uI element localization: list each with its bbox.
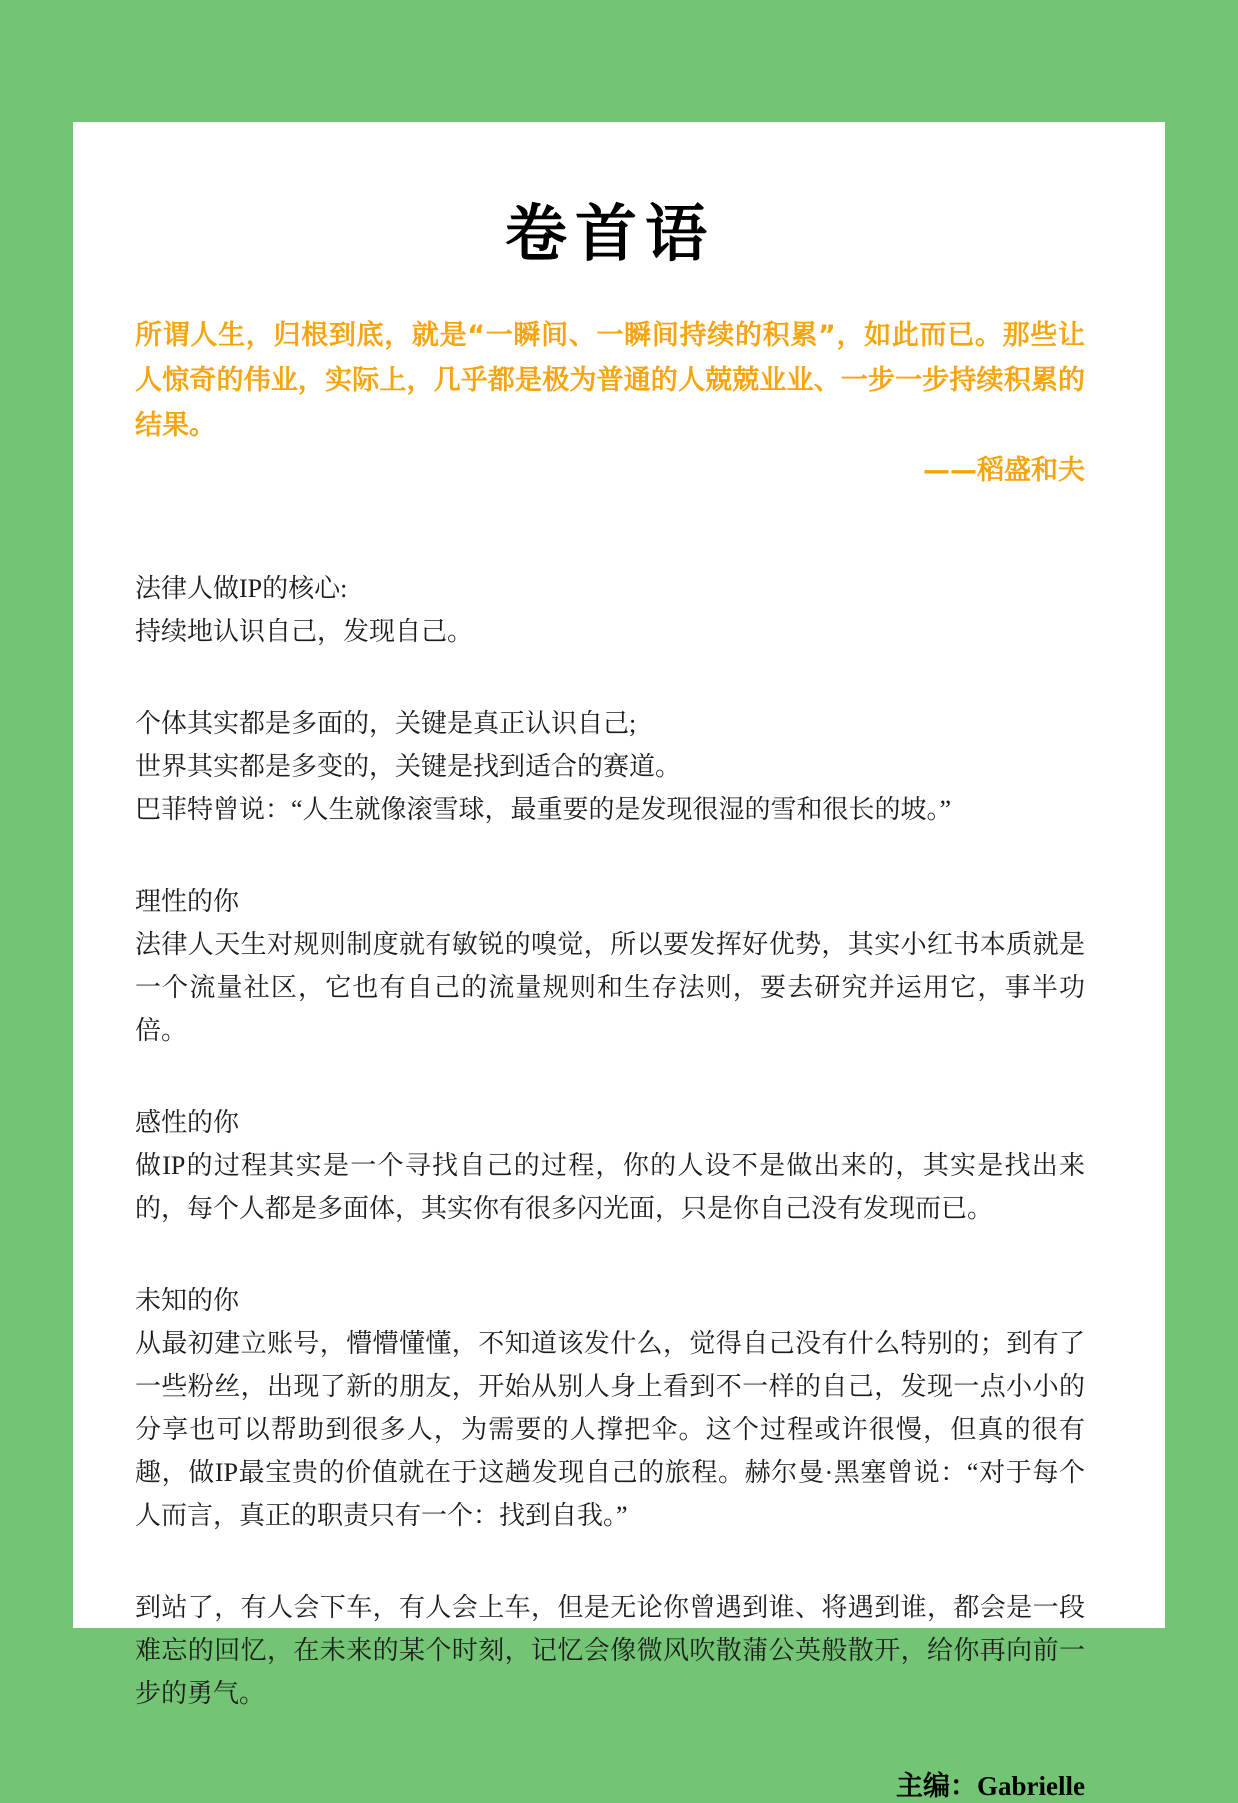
quote-attribution: ——稻盛和夫 xyxy=(923,455,1085,487)
paragraph-line: 法律人做IP的核心: xyxy=(135,574,348,604)
editor-credit: 主编：Gabrielle xyxy=(896,1771,1085,1802)
paragraph-line: 法律人天生对规则制度就有敏锐的嗅觉，所以要发挥好优势，其实小红书本质就是一个流量社区，它也有自己的流量规则和生存法则，要去研究并运用它，事半功倍。 xyxy=(135,930,1085,1046)
body-paragraphs xyxy=(135,567,1085,1715)
page-title: 卷首语 xyxy=(504,197,715,270)
paragraph-line: 理性的你 xyxy=(135,887,240,917)
page-card xyxy=(73,122,1165,1802)
quote-block xyxy=(135,313,1085,493)
paragraph-line: 世界其实都是多变的，关键是找到适合的赛道。 xyxy=(135,752,682,782)
paragraph-line: 巴菲特曾说：“人生就像滚雪球，最重要的是发现很湿的雪和很长的坡。” xyxy=(135,795,952,825)
paragraph-line: 个体其实都是多面的，关键是真正认识自己; xyxy=(135,709,637,739)
paragraph xyxy=(135,1279,1085,1537)
paragraph-line: 未知的你 xyxy=(135,1286,240,1316)
paragraph-line: 感性的你 xyxy=(135,1108,240,1138)
paragraph-line: 从最初建立账号，懵懵懂懂，不知道该发什么，觉得自己没有什么特别的；到有了一些粉丝，出现了新的朋友，开始从别人身上看到不一样的自己，发现一点小小的分享也可以帮助到很多人，为需要的人撑把伞。这个过程或许很慢，但真的很有趣，做IP最宝贵的价值就在于这趟发现自己的旅程。赫尔曼·黑塞曾说：“对于每个人而言，真正的职责只有一个：找到自我。” xyxy=(135,1329,1085,1531)
paragraph xyxy=(135,1101,1085,1230)
paragraph-line: 到站了，有人会下车，有人会上车，但是无论你曾遇到谁、将遇到谁，都会是一段难忘的回忆，在未来的某个时刻，记忆会像微风吹散蒲公英般散开，给你再向前一步的勇气。 xyxy=(135,1593,1085,1709)
paragraph-line: 持续地认识自己，发现自己。 xyxy=(135,617,474,647)
paragraph-line: 做IP的过程其实是一个寻找自己的过程，你的人设不是做出来的，其实是找出来的，每个人都是多面体，其实你有很多闪光面，只是你自己没有发现而已。 xyxy=(135,1151,1085,1224)
quote-text: 所谓人生，归根到底，就是“一瞬间、一瞬间持续的积累”，如此而已。那些让人惊奇的伟业，实际上，几乎都是极为普通的人兢兢业业、一步一步持续积累的结果。 xyxy=(135,320,1085,442)
paragraph xyxy=(135,1586,1085,1715)
paragraph xyxy=(135,702,1085,831)
paragraph xyxy=(135,567,1085,653)
paragraph xyxy=(135,880,1085,1052)
